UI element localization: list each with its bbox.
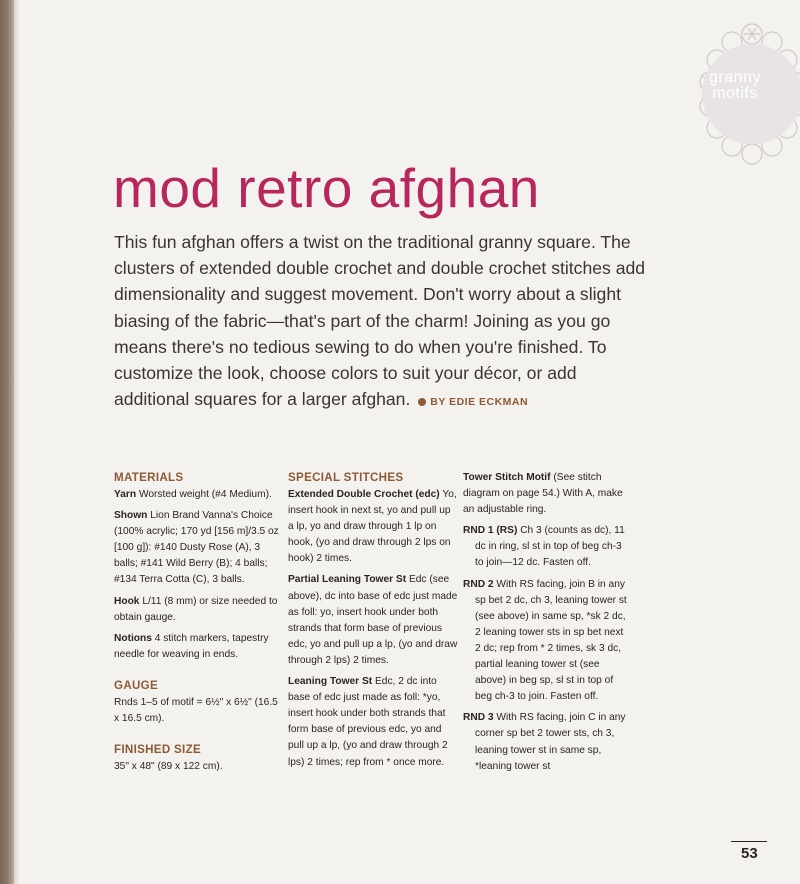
rnd3-text: With RS facing, join C in any corner sp bet 2 tower sts, ch 3, leaning tower st in same sp, *leaning tower st: [475, 712, 626, 772]
leaning-tower-text: Edc, 2 dc into base of edc just made as foll: *yo, insert hook under both strands that form base of previous edc, yo and pull up a lp, (yo and draw through 2 lps) 2 times; rep from * once more.: [288, 676, 448, 768]
byline-text: BY EDIE ECKMAN: [430, 396, 529, 409]
rnd1-text: Ch 3 (counts as dc), 11 dc in ring, sl st in top of beg ch-3 to join—12 dc. Fasten off.: [475, 525, 625, 569]
rnd2-paragraph: [463, 577, 630, 706]
column-special-stitches: [288, 470, 458, 776]
yarn-label: Yarn: [114, 489, 137, 500]
leaning-tower-paragraph: [288, 674, 458, 771]
rnd3-paragraph: [463, 710, 630, 774]
rnd3-label: RND 3: [463, 712, 494, 724]
page-gutter: [14, 0, 20, 884]
finished-size-text: 35" x 48" (89 x 122 cm).: [114, 761, 223, 773]
edc-label: Extended Double Crochet (edc): [288, 489, 440, 500]
page-number: 53: [741, 845, 758, 862]
rnd1-paragraph: [463, 523, 630, 571]
section-tab: [690, 70, 780, 102]
book-spine: [0, 0, 14, 884]
partial-leaning-tower-label: Partial Leaning Tower St: [288, 574, 407, 586]
edc-text: Yo, insert hook in next st, yo and pull up a lp, yo and draw through 1 lp on hook, (yo and draw through 2 lps on hook) 2 times.: [288, 489, 457, 565]
hook-text: L/11 (8 mm) or size needed to obtain gauge.: [114, 595, 278, 623]
gauge-heading: GAUGE: [114, 678, 159, 692]
notions-text: 4 stitch markers, tapestry needle for weaving in ends.: [114, 632, 269, 660]
column-instructions: [463, 470, 630, 780]
materials-heading: MATERIALS: [114, 471, 184, 484]
edc-paragraph: [288, 487, 458, 567]
page-number-rule: [731, 841, 767, 842]
notions-label: Notions: [114, 632, 152, 644]
rnd2-text: With RS facing, join B in any sp bet 2 dc, ch 3, leaning tower st (see above) in same sp, *sk 2 dc, 2 leaning tower sts in sp bet next 2 dc; rep from * 2 times, sk 3 dc, partial leaning tower st (see above) in beg sp, sl st in top of beg ch-3 to join. Fasten off.: [475, 578, 627, 703]
rnd1-label: RND 1 (RS): [463, 525, 518, 537]
yarn-text: Worsted weight (#4 Medium).: [138, 489, 272, 500]
section-tab-line1: granny: [709, 69, 761, 86]
hook-paragraph: [114, 594, 279, 626]
gauge-text: Rnds 1–5 of motif = 6½" x 6½" (16.5 x 16.5 cm).: [114, 696, 278, 725]
byline: [415, 396, 528, 408]
shown-text: Lion Brand Vanna's Choice (100% acrylic; 170 yd [156 m]/3.5 oz [100 g]): #140 Dusty Rose (A), 3 balls; #141 Wild Berry (B); 4 balls; #134 Terra Cotta (C), 3 balls.: [114, 510, 279, 586]
intro-paragraph: [114, 229, 646, 415]
tower-motif-label: Tower Stitch Motif: [463, 472, 551, 483]
finished-size-heading: FINISHED SIZE: [114, 743, 201, 757]
partial-leaning-tower-paragraph: [288, 572, 458, 669]
hook-label: Hook: [114, 595, 140, 607]
partial-leaning-tower-text: Edc (see above), dc into base of edc just made as foll: yo, insert hook under both strands that form base of previous edc, yo and pull up a lp, (yo and draw through 2 lps) 2 times.: [288, 574, 458, 666]
rnd2-label: RND 2: [463, 578, 494, 590]
tower-motif-text: (See stitch diagram on page 54.) With A, make an adjustable ring.: [463, 472, 623, 516]
intro-text: This fun afghan offers a twist on the traditional granny square. The clusters of extended double crochet and double crochet stitches add dimensionality and suggest movement. Don't worry about a slight biasing of the fabric—that's part of the charm! Joining as you go means there's no tedious sewing to do when you're finished. To customize the look, choose colors to suit your décor, or add additional squares for a larger afghan.: [114, 232, 646, 410]
special-stitches-heading: SPECIAL STITCHES: [288, 471, 404, 484]
page-title: mod retro afghan: [113, 157, 540, 219]
bullet-icon: [418, 398, 426, 406]
shown-paragraph: [114, 508, 279, 588]
column-materials: [114, 470, 279, 780]
shown-label: Shown: [114, 510, 148, 522]
leaning-tower-label: Leaning Tower St: [288, 676, 373, 688]
section-tab-line2: motifs: [712, 85, 758, 102]
tower-motif-paragraph: [463, 470, 630, 518]
yarn-paragraph: [114, 487, 279, 503]
notions-paragraph: [114, 631, 279, 663]
